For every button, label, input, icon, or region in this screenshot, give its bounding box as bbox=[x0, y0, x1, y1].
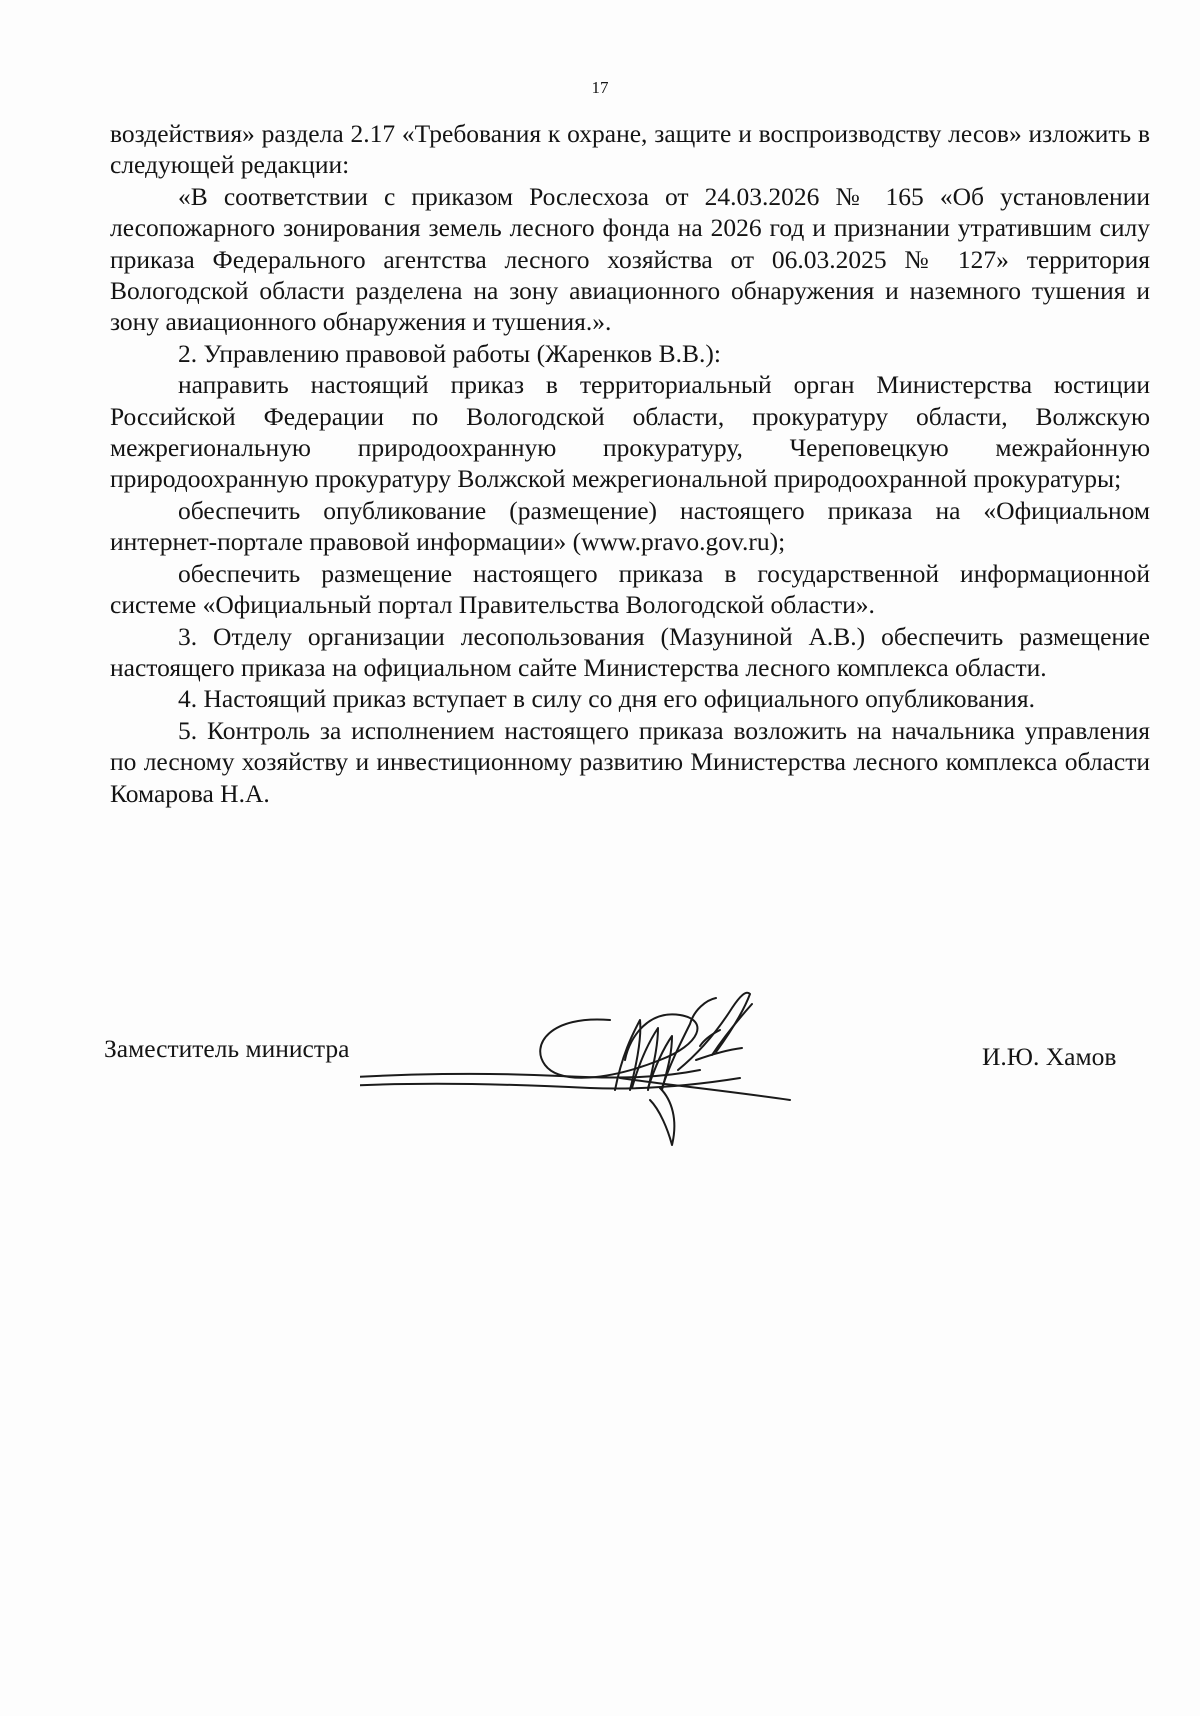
paragraph: направить настоящий приказ в территориальный орган Министерства юстиции Российской Федерации по Вологодской области, прокуратуру области, Волжскую межрегиональную природоохранную прокуратуру, Череповецкую межрайонную природоохранную прокуратуру Волжской межрегиональной природоохранной прокуратуры; bbox=[110, 370, 1150, 494]
document-body bbox=[110, 118, 1150, 809]
signatory-position: Заместитель министра bbox=[104, 1034, 350, 1063]
paragraph: 5. Контроль за исполнением настоящего приказа возложить на начальника управления по лесному хозяйству и инвестиционному развитию Министерства лесного комплекса области Комарова Н.А. bbox=[110, 715, 1150, 808]
paragraph: обеспечить опубликование (размещение) настоящего приказа на «Официальном интернет-портале правовой информации» (www.pravo.gov.ru); bbox=[110, 495, 1150, 557]
paragraph: 2. Управлению правовой работы (Жаренков В.В.): bbox=[178, 338, 721, 368]
paragraph: 4. Настоящий приказ вступает в силу со дня его официального опубликования. bbox=[178, 684, 1035, 714]
signature-block bbox=[0, 1020, 1200, 1160]
paragraph: 3. Отделу организации лесопользования (Мазуниной А.В.) обеспечить размещение настоящего приказа на официальном сайте Министерства лесного комплекса области. bbox=[110, 621, 1150, 682]
paragraph: воздействия» раздела 2.17 «Требования к охране, защите и воспроизводству лесов» изложить в следующей редакции: bbox=[110, 119, 1150, 180]
handwritten-signature bbox=[360, 960, 860, 1160]
page-number: 17 bbox=[591, 78, 609, 97]
signatory-name: И.Ю. Хамов bbox=[982, 1042, 1117, 1071]
paragraph: «В соответствии с приказом Рослесхоза от 24.03.2026 № 165 «Об установлении лесопожарного зонирования земель лесного фонда на 2026 год и признании утратившим силу приказа Федерального агентства лесного хозяйства от 06.03.2025 № 127» территория Вологодской области разделена на зону авиационного обнаружения и наземного тушения и зону авиационного обнаружения и тушения.». bbox=[110, 181, 1150, 337]
paragraph: обеспечить размещение настоящего приказа в государственной информационной системе «Официальный портал Правительства Вологодской области». bbox=[110, 558, 1150, 620]
